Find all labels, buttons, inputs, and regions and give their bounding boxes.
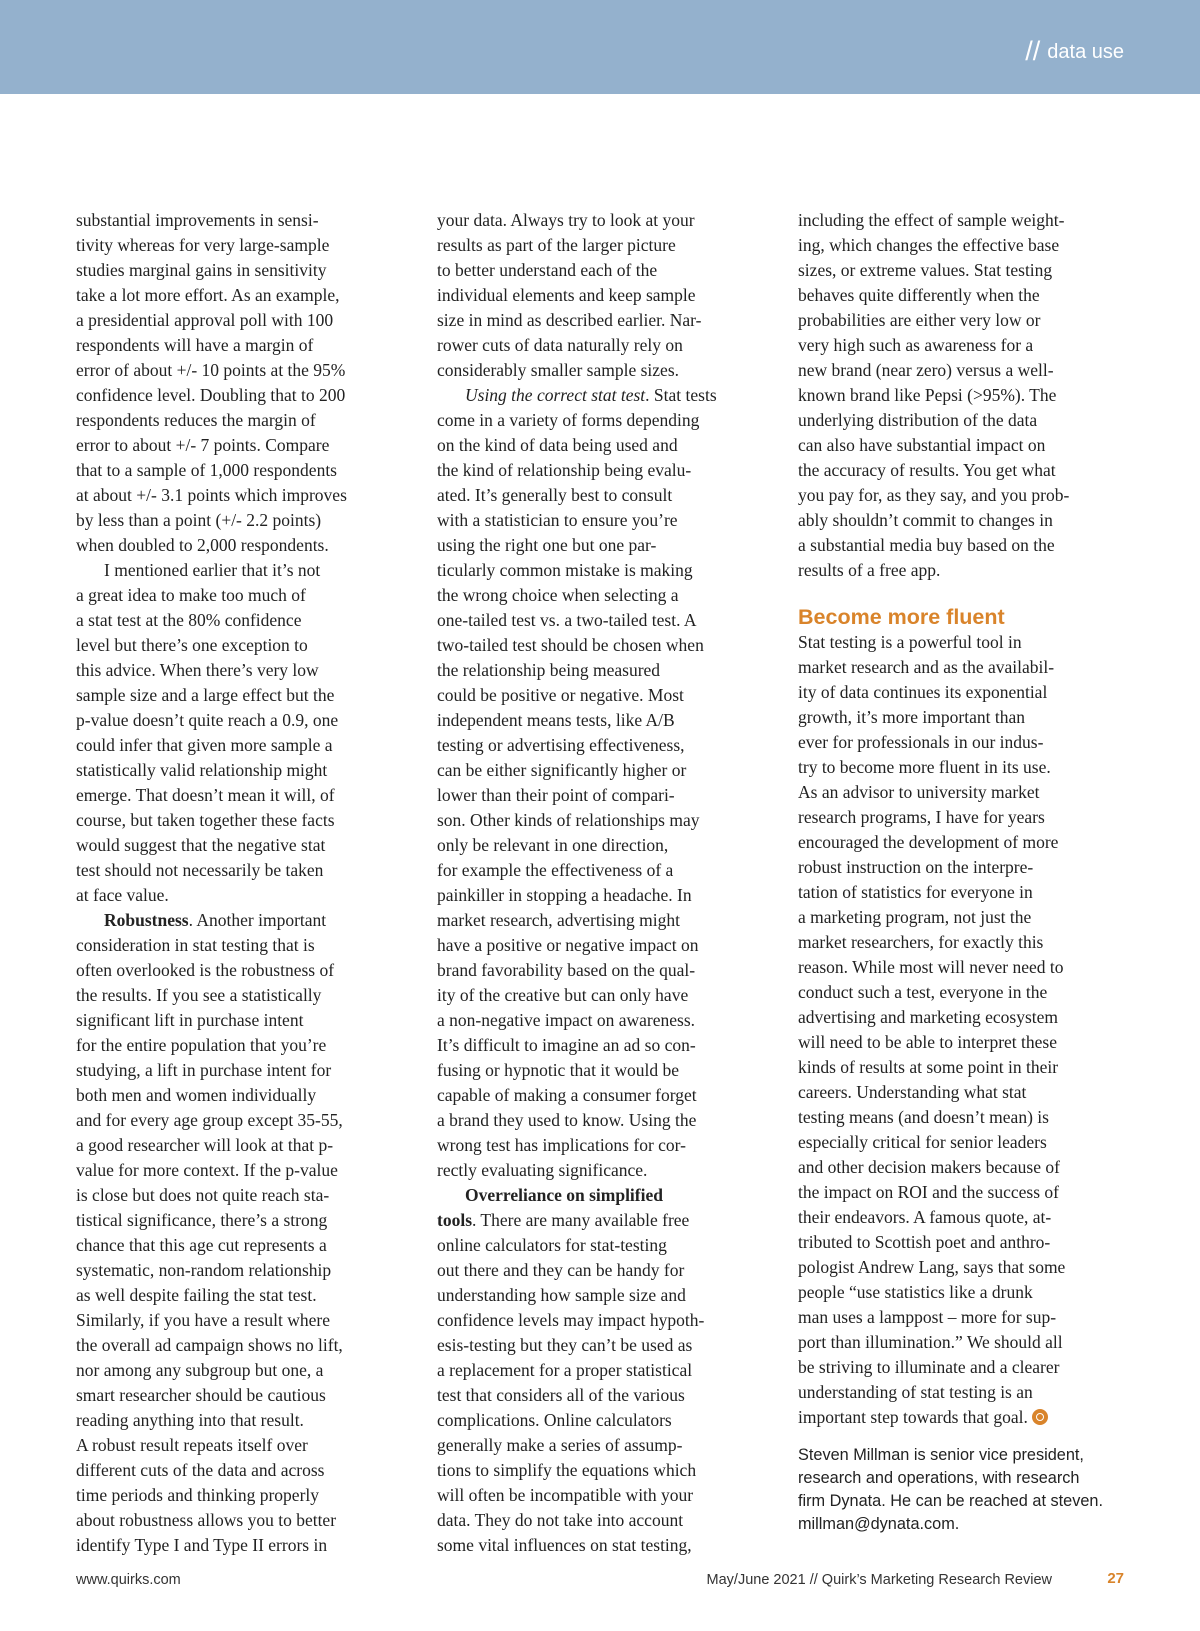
text-line: smart researcher should be cautious (76, 1385, 326, 1405)
text-line: wrong test has implications for cor- (437, 1135, 686, 1155)
text-line: a stat test at the 80% confidence (76, 610, 302, 630)
paragraph-correct-stat-test (437, 383, 772, 1183)
author-bio (798, 1444, 1133, 1536)
text-line: will often be incompatible with your (437, 1485, 694, 1505)
text-line: kinds of results at some point in their (798, 1057, 1059, 1077)
text-line: can also have substantial impact on (798, 435, 1046, 455)
text-line: for example the effectiveness of a (437, 860, 674, 880)
text-line: reason. While most will never need to (798, 957, 1064, 977)
overreliance-lead: Overreliance on simplified (465, 1185, 663, 1205)
text-fragment: . Stat tests (645, 385, 717, 405)
text-line: reading anything into that result. (76, 1410, 304, 1430)
text-line: have a positive or negative impact on (437, 935, 699, 955)
text-line: tions to simplify the equations which (437, 1460, 697, 1480)
text-line: level but there’s one exception to (76, 635, 308, 655)
text-line: encouraged the development of more (798, 832, 1059, 852)
text-line: for the entire population that you’re (76, 1035, 327, 1055)
text-line: a good researcher will look at that p- (76, 1135, 334, 1155)
text-line: out there and they can be handy for (437, 1260, 685, 1280)
text-line: the wrong choice when selecting a (437, 585, 679, 605)
text-line: sample size and a large effect but the (76, 685, 335, 705)
text-line: robust instruction on the interpre- (798, 857, 1034, 877)
text-line: market research, advertising might (437, 910, 680, 930)
text-line: error to about +/- 7 points. Compare (76, 435, 330, 455)
text-line: ever for professionals in our indus- (798, 732, 1044, 752)
text-line: would suggest that the negative stat (76, 835, 326, 855)
text-line: be striving to illuminate and a clearer (798, 1357, 1060, 1377)
text-line: with a statistician to ensure you’re (437, 510, 678, 530)
text-line: tistical significance, there’s a strong (76, 1210, 328, 1230)
text-line: son. Other kinds of relationships may (437, 810, 700, 830)
text-line: by less than a point (+/- 2.2 points) (76, 510, 322, 530)
text-line: take a lot more effort. As an example, (76, 285, 340, 305)
text-line: test that considers all of the various (437, 1385, 685, 1405)
text-line: lower than their point of compari- (437, 785, 675, 805)
text-line: online calculators for stat-testing (437, 1235, 667, 1255)
text-line: As an advisor to university market (798, 782, 1040, 802)
text-line: will need to be able to interpret these (798, 1032, 1058, 1052)
text-line: could be positive or negative. Most (437, 685, 684, 705)
text-line: sizes, or extreme values. Stat testing (798, 260, 1053, 280)
text-line: respondents will have a margin of (76, 335, 314, 355)
text-line: substantial improvements in sensi- (76, 210, 319, 230)
article-column-2 (437, 208, 772, 1558)
text-line: a great idea to make too much of (76, 585, 306, 605)
text-line: advertising and marketing ecosystem (798, 1007, 1058, 1027)
text-line: test should not necessarily be taken (76, 860, 324, 880)
text-line: Stat testing is a powerful tool in (798, 632, 1022, 652)
overreliance-lead-tools: tools (437, 1210, 472, 1230)
text-line: respondents reduces the margin of (76, 410, 316, 430)
text-line: you pay for, as they say, and you prob- (798, 485, 1070, 505)
section-tag (1025, 36, 1124, 67)
text-line: ably shouldn’t commit to changes in (798, 510, 1053, 530)
text-line: only be relevant in one direction, (437, 835, 669, 855)
text-line: consideration in stat testing that is (76, 935, 315, 955)
section-slashes: // (1025, 36, 1041, 66)
text-line: new brand (near zero) versus a well- (798, 360, 1054, 380)
text-line: brand favorability based on the qual- (437, 960, 696, 980)
text-line: come in a variety of forms depending (437, 410, 700, 430)
text-line: error of about +/- 10 points at the 95% (76, 360, 346, 380)
text-line: some vital influences on stat testing, (437, 1535, 692, 1555)
text-line: individual elements and keep sample (437, 285, 696, 305)
text-line: confidence level. Doubling that to 200 (76, 385, 346, 405)
section-heading: Become more fluent (798, 605, 1005, 629)
text-line: conduct such a test, everyone in the (798, 982, 1048, 1002)
text-line: the impact on ROI and the success of (798, 1182, 1059, 1202)
text-line: studies marginal gains in sensitivity (76, 260, 327, 280)
text-line: port than illumination.” We should all (798, 1332, 1063, 1352)
text-line: the kind of relationship being evalu- (437, 460, 692, 480)
text-line: independent means tests, like A/B (437, 710, 675, 730)
text-line: p-value doesn’t quite reach a 0.9, one (76, 710, 339, 730)
text-line: size in mind as described earlier. Nar- (437, 310, 702, 330)
text-line: capable of making a consumer forget (437, 1085, 697, 1105)
text-line: ated. It’s generally best to consult (437, 485, 673, 505)
section-label: data use (1047, 41, 1124, 63)
text-line: a substantial media buy based on the (798, 535, 1055, 555)
text-line: about robustness allows you to better (76, 1510, 337, 1530)
text-line: and other decision makers because of (798, 1157, 1060, 1177)
text-line: a marketing program, not just the (798, 907, 1032, 927)
text-line: careers. Understanding what stat (798, 1082, 1027, 1102)
text-line: both men and women individually (76, 1085, 317, 1105)
text-line: painkiller in stopping a headache. In (437, 885, 692, 905)
text-line: generally make a series of assump- (437, 1435, 683, 1455)
text-line: the results. If you see a statistically (76, 985, 322, 1005)
text-line: ity of the creative but can only have (437, 985, 689, 1005)
text-fragment: . There are many available free (472, 1210, 690, 1230)
text-line: on the kind of data being used and (437, 435, 678, 455)
text-line: a non-negative impact on awareness. (437, 1010, 696, 1030)
text-line (798, 1405, 1133, 1430)
text-line: at face value. (76, 885, 169, 905)
text-line: two-tailed test should be chosen when (437, 635, 704, 655)
text-line: ticularly common mistake is making (437, 560, 693, 580)
text-line: different cuts of the data and across (76, 1460, 325, 1480)
text-line: data. They do not take into account (437, 1510, 684, 1530)
bio-line: millman@dynata.com. (798, 1515, 960, 1533)
end-of-article-icon (1032, 1409, 1048, 1425)
text-line: significant lift in purchase intent (76, 1010, 304, 1030)
text-line: esis-testing but they can’t be used as (437, 1335, 693, 1355)
footer-website: www.quirks.com (76, 1572, 181, 1588)
text-line: testing or advertising effectiveness, (437, 735, 685, 755)
text-line: ing, which changes the effective base (798, 235, 1060, 255)
article-column-3 (798, 208, 1133, 1536)
robustness-lead: Robustness (104, 910, 189, 930)
text-line: try to become more fluent in its use. (798, 757, 1051, 777)
paragraph-sample-size (76, 208, 411, 558)
text-line: It’s difficult to imagine an ad so con- (437, 1035, 696, 1055)
text-line: the accuracy of results. You get what (798, 460, 1056, 480)
text-line: often overlooked is the robustness of (76, 960, 335, 980)
text-line: to better understand each of the (437, 260, 658, 280)
text-line: one-tailed test vs. a two-tailed test. A (437, 610, 697, 630)
text-line: testing means (and doesn’t mean) is (798, 1107, 1049, 1127)
text-line: chance that this age cut represents a (76, 1235, 327, 1255)
text-line: and for every age group except 35-55, (76, 1110, 343, 1130)
paragraph-become-fluent (798, 630, 1133, 1430)
text-line: fusing or hypnotic that it would be (437, 1060, 680, 1080)
paragraph-robustness (76, 908, 411, 1558)
text-line: could infer that given more sample a (76, 735, 333, 755)
text-line: when doubled to 2,000 respondents. (76, 535, 329, 555)
text-line: value for more context. If the p-value (76, 1160, 338, 1180)
text-line: market research and as the availabil- (798, 657, 1055, 677)
text-line: that to a sample of 1,000 respondents (76, 460, 337, 480)
header-banner (0, 0, 1200, 94)
text-line: rectly evaluating significance. (437, 1160, 648, 1180)
bio-line: firm Dynata. He can be reached at steven. (798, 1492, 1103, 1510)
text-line: can be either significantly higher or (437, 760, 687, 780)
text-line: complications. Online calculators (437, 1410, 672, 1430)
text-fragment: . Another important (188, 910, 327, 930)
footer-issue: May/June 2021 // Quirk’s Marketing Research Review (706, 1572, 1052, 1588)
text-line: I mentioned earlier that it’s not (104, 560, 321, 580)
text-line: course, but taken together these facts (76, 810, 335, 830)
text-line: studying, a lift in purchase intent for (76, 1060, 332, 1080)
bio-line: Steven Millman is senior vice president, (798, 1446, 1084, 1464)
text-line: a brand they used to know. Using the (437, 1110, 697, 1130)
paragraph-overreliance (437, 1183, 772, 1558)
correct-stat-test-lead: Using the correct stat test (465, 385, 646, 405)
text-line: a replacement for a proper statistical (437, 1360, 693, 1380)
text-line: growth, it’s more important than (798, 707, 1025, 727)
text-line: understanding how sample size and (437, 1285, 686, 1305)
text-line: using the right one but one par- (437, 535, 657, 555)
text-line: behaves quite differently when the (798, 285, 1040, 305)
text-line: your data. Always try to look at your (437, 210, 695, 230)
text-line: as well despite failing the stat test. (76, 1285, 317, 1305)
text-line (437, 1208, 772, 1233)
paragraph-larger-picture (437, 208, 772, 383)
text-line: probabilities are either very low or (798, 310, 1041, 330)
text-line: the overall ad campaign shows no lift, (76, 1335, 343, 1355)
text-line: tributed to Scottish poet and anthro- (798, 1232, 1051, 1252)
text-line: Similarly, if you have a result where (76, 1310, 330, 1330)
article-column-1 (76, 208, 411, 1558)
text-line: underlying distribution of the data (798, 410, 1038, 430)
text-line: research programs, I have for years (798, 807, 1045, 827)
text-line: statistically valid relationship might (76, 760, 328, 780)
text-line: this advice. When there’s very low (76, 660, 319, 680)
text-line: ity of data continues its exponential (798, 682, 1048, 702)
text-line: their endeavors. A famous quote, at- (798, 1207, 1052, 1227)
text-line: known brand like Pepsi (>95%). The (798, 385, 1057, 405)
text-line: pologist Andrew Lang, says that some (798, 1257, 1066, 1277)
text-line: understanding of stat testing is an (798, 1382, 1033, 1402)
text-line (76, 908, 411, 933)
text-line: rower cuts of data naturally rely on (437, 335, 683, 355)
text-line: people “use statistics like a drunk (798, 1282, 1033, 1302)
text-line: is close but does not quite reach sta- (76, 1185, 330, 1205)
text-line: time periods and thinking properly (76, 1485, 320, 1505)
paragraph-confidence-exception (76, 558, 411, 908)
text-line: confidence levels may impact hypoth- (437, 1310, 705, 1330)
text-line (437, 383, 772, 408)
text-line: very high such as awareness for a (798, 335, 1034, 355)
text-line: emerge. That doesn’t mean it will, of (76, 785, 335, 805)
text-line: tivity whereas for very large-sample (76, 235, 330, 255)
text-line: results of a free app. (798, 560, 941, 580)
text-line: market researchers, for exactly this (798, 932, 1044, 952)
text-line: systematic, non-random relationship (76, 1260, 332, 1280)
text-line: identify Type I and Type II errors in (76, 1535, 328, 1555)
paragraph-sample-weighting (798, 208, 1133, 583)
text-line: including the effect of sample weight- (798, 210, 1065, 230)
text-line: the relationship being measured (437, 660, 661, 680)
text-line: especially critical for senior leaders (798, 1132, 1047, 1152)
text-line: a presidential approval poll with 100 (76, 310, 334, 330)
text-line: at about +/- 3.1 points which improves (76, 485, 347, 505)
text-line: tation of statistics for everyone in (798, 882, 1033, 902)
text-line: man uses a lamppost – more for sup- (798, 1307, 1057, 1327)
text-fragment: important step towards that goal. (798, 1407, 1028, 1427)
page-number: 27 (1107, 1570, 1124, 1587)
text-line: A robust result repeats itself over (76, 1435, 308, 1455)
text-line: results as part of the larger picture (437, 235, 676, 255)
text-line: considerably smaller sample sizes. (437, 360, 680, 380)
bio-line: research and operations, with research (798, 1469, 1080, 1487)
text-line: nor among any subgroup but one, a (76, 1360, 324, 1380)
